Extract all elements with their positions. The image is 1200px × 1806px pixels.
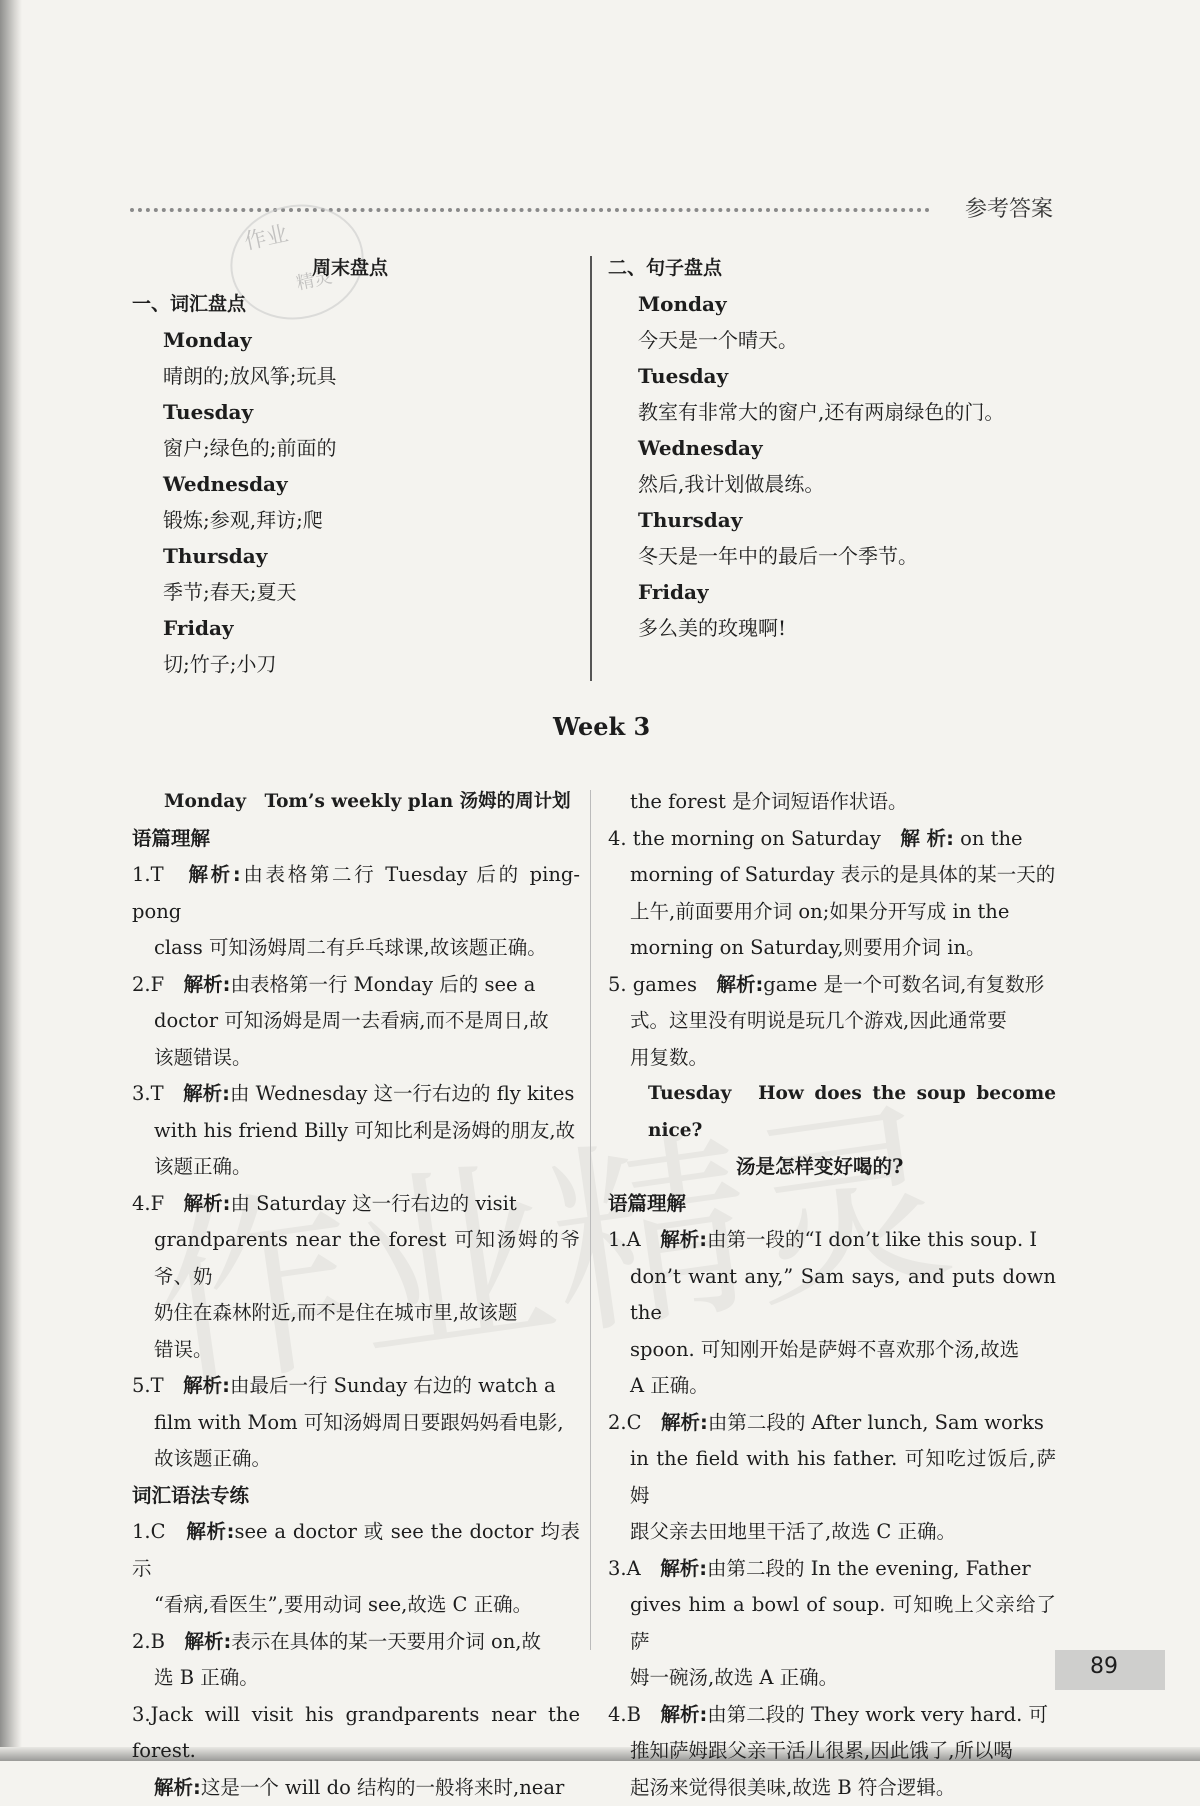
grammar-4: 4. the morning on Saturday 解 析: on the	[608, 821, 1056, 858]
tuesday-title: Tuesday How does the soup become nice?	[608, 1076, 1056, 1149]
sentence-heading: 二、句子盘点	[608, 250, 722, 286]
tuesday-subtitle: 汤是怎样变好喝的?	[608, 1149, 1056, 1186]
grammar-3-end: the forest 是介词短语作状语。	[608, 784, 1056, 821]
grammar-4-cont3: morning on Saturday,则要用介词 in。	[608, 930, 1056, 967]
answer-2-cont: doctor 可知汤姆是周一去看病,而不是周日,故	[132, 1003, 580, 1040]
grammar-4-cont2: 上午,前面要用介词 on;如果分开写成 in the	[608, 894, 1056, 931]
answer-4-cont: grandparents near the forest 可知汤姆的爷爷、奶	[132, 1222, 580, 1295]
monday-title: Monday Tom’s weekly plan 汤姆的周计划	[132, 784, 580, 821]
grammar-3-cont: 解析:这是一个 will do 结构的一般将来时,near	[132, 1770, 580, 1806]
reading-heading-left: 语篇理解	[132, 821, 580, 858]
tuesday-answer-4-cont: 推知萨姆跟父亲干活儿很累,因此饿了,所以喝	[608, 1733, 1056, 1770]
week3-left-column	[132, 784, 580, 1806]
sentence-day-thursday: Thursday	[638, 502, 742, 538]
sentence-day-wednesday: Wednesday	[638, 430, 763, 466]
sentence-text-friday: 多么美的玫瑰啊!	[638, 610, 786, 646]
answer-5-cont: film with Mom 可知汤姆周日要跟妈妈看电影,	[132, 1405, 580, 1442]
grammar-5-cont2: 用复数。	[608, 1040, 1056, 1077]
tuesday-answer-2-cont2: 跟父亲去田地里干活了,故选 C 正确。	[608, 1514, 1056, 1551]
sentence-day-friday: Friday	[638, 574, 709, 610]
tuesday-answer-1-cont2: spoon. 可知刚开始是萨姆不喜欢那个汤,故选	[608, 1332, 1056, 1369]
grammar-2: 2.B 解析:表示在具体的某一天要用介词 on,故	[132, 1624, 580, 1661]
column-divider-faint	[590, 790, 591, 1650]
tuesday-answer-3-cont2: 姆一碗汤,故选 A 正确。	[608, 1660, 1056, 1697]
vocab-text-friday: 切;竹子;小刀	[163, 646, 276, 682]
sentence-day-tuesday: Tuesday	[638, 358, 728, 394]
tuesday-answer-4-cont2: 起汤来觉得很美味,故选 B 符合逻辑。	[608, 1770, 1056, 1806]
tuesday-answer-2: 2.C 解析:由第二段的 After lunch, Sam works	[608, 1405, 1056, 1442]
vocab-day-monday: Monday	[163, 322, 252, 358]
vocab-text-wednesday: 锻炼;参观,拜访;爬	[163, 502, 323, 538]
vocab-day-thursday: Thursday	[163, 538, 267, 574]
vocab-text-monday: 晴朗的;放风筝;玩具	[163, 358, 336, 394]
page-left-shadow	[0, 0, 22, 1761]
column-divider	[590, 256, 592, 681]
stamp-text-2: 精灵	[294, 262, 335, 295]
tuesday-answer-3: 3.A 解析:由第二段的 In the evening, Father	[608, 1551, 1056, 1588]
answer-2-cont2: 该题错误。	[132, 1040, 580, 1077]
answer-5-cont2: 故该题正确。	[132, 1441, 580, 1478]
header-title: 参考答案	[965, 192, 1053, 223]
tuesday-answer-1-cont3: A 正确。	[608, 1368, 1056, 1405]
tuesday-answer-2-cont: in the field with his father. 可知吃过饭后,萨姆	[608, 1441, 1056, 1514]
week3-right-column	[608, 784, 1056, 1806]
answer-2: 2.F 解析:由表格第一行 Monday 后的 see a	[132, 967, 580, 1004]
sentence-text-thursday: 冬天是一年中的最后一个季节。	[638, 538, 918, 574]
grammar-1: 1.C 解析:see a doctor 或 see the doctor 均表示	[132, 1514, 580, 1587]
stamp-text-1: 作业	[241, 217, 290, 256]
vocab-day-tuesday: Tuesday	[163, 394, 253, 430]
sentence-text-wednesday: 然后,我计划做晨练。	[638, 466, 824, 502]
grammar-heading: 词汇语法专练	[132, 1478, 580, 1515]
answer-3: 3.T 解析:由 Wednesday 这一行右边的 fly kites	[132, 1076, 580, 1113]
answer-1: 1.T 解析:由表格第二行 Tuesday 后的 ping-pong	[132, 857, 580, 930]
answer-4-cont2: 奶住在森林附近,而不是住在城市里,故该题	[132, 1295, 580, 1332]
tuesday-answer-1: 1.A 解析:由第一段的“I don’t like this soup. I	[608, 1222, 1056, 1259]
sentence-text-tuesday: 教室有非常大的窗户,还有两扇绿色的门。	[638, 394, 1004, 430]
tuesday-answer-4: 4.B 解析:由第二段的 They work very hard. 可	[608, 1697, 1056, 1734]
answer-3-cont: with his friend Billy 可知比利是汤姆的朋友,故	[132, 1113, 580, 1150]
answer-4: 4.F 解析:由 Saturday 这一行右边的 visit	[132, 1186, 580, 1223]
week-title: Week 3	[553, 712, 650, 741]
answer-3-cont2: 该题正确。	[132, 1149, 580, 1186]
answer-4-cont3: 错误。	[132, 1332, 580, 1369]
grammar-5-cont: 式。这里没有明说是玩几个游戏,因此通常要	[608, 1003, 1056, 1040]
vocab-text-thursday: 季节;春天;夏天	[163, 574, 296, 610]
vocab-text-tuesday: 窗户;绿色的;前面的	[163, 430, 336, 466]
vocab-day-wednesday: Wednesday	[163, 466, 288, 502]
tuesday-answer-1-cont: don’t want any,” Sam says, and puts down the	[608, 1259, 1056, 1332]
grammar-3: 3.Jack will visit his grandparents near the forest.	[132, 1697, 580, 1770]
vocab-heading: 一、词汇盘点	[132, 286, 246, 322]
sentence-text-monday: 今天是一个晴天。	[638, 322, 798, 358]
header-dotted-rule	[130, 208, 930, 212]
answer-5: 5.T 解析:由最后一行 Sunday 右边的 watch a	[132, 1368, 580, 1405]
grammar-2-cont: 选 B 正确。	[132, 1660, 580, 1697]
grammar-5: 5. games 解析:game 是一个可数名词,有复数形	[608, 967, 1056, 1004]
answer-1-cont: class 可知汤姆周二有乒乓球课,故该题正确。	[132, 930, 580, 967]
tuesday-answer-3-cont: gives him a bowl of soup. 可知晚上父亲给了萨	[608, 1587, 1056, 1660]
sentence-day-monday: Monday	[638, 286, 727, 322]
reading-heading-right: 语篇理解	[608, 1186, 1056, 1223]
grammar-1-cont: “看病,看医生”,要用动词 see,故选 C 正确。	[132, 1587, 580, 1624]
grammar-4-cont: morning of Saturday 表示的是具体的某一天的	[608, 857, 1056, 894]
vocab-day-friday: Friday	[163, 610, 234, 646]
page-number: 89	[1090, 1654, 1118, 1679]
weekend-title: 周末盘点	[312, 250, 388, 286]
